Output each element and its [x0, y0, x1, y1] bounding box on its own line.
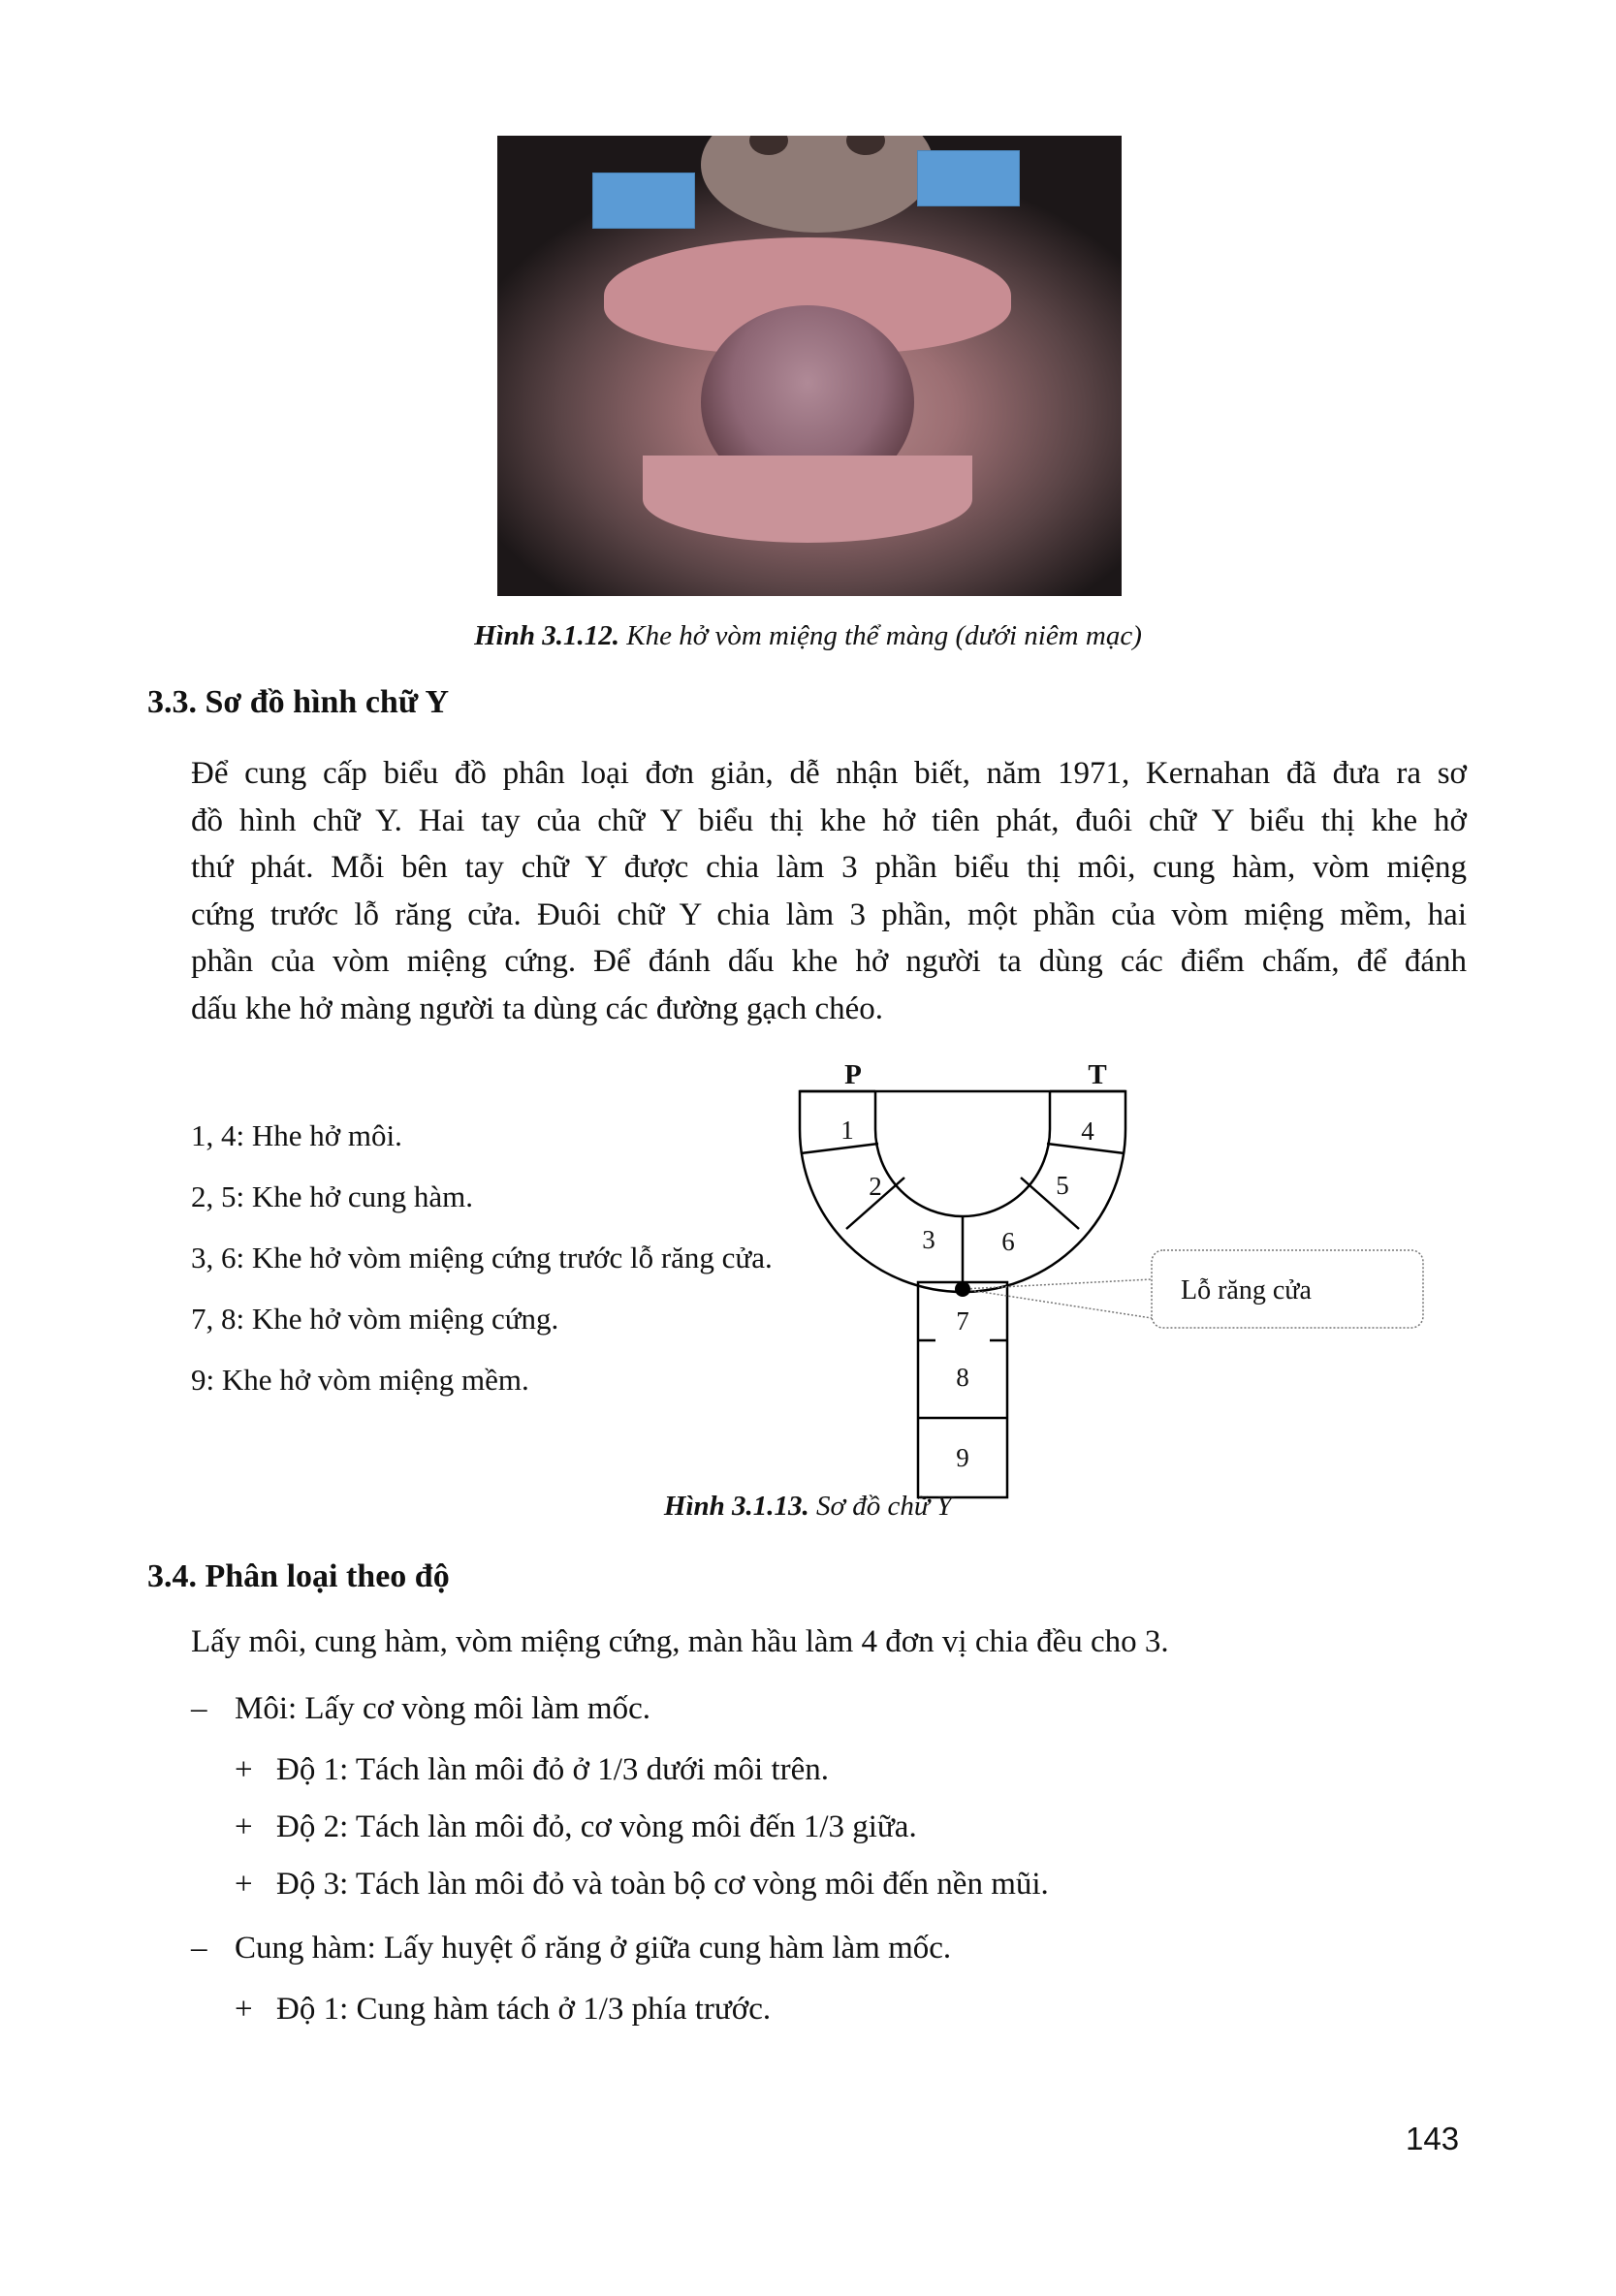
legend-item: 1, 4: Hhe hở môi.	[191, 1118, 402, 1152]
sub-bullet-marker: +	[235, 1752, 253, 1787]
section-heading: 3.4. Phân loại theo độ	[147, 1558, 450, 1594]
segment-label: 8	[956, 1363, 969, 1392]
sub-bullet-marker: +	[235, 1809, 253, 1844]
bullet-marker: –	[191, 1931, 207, 1966]
bullet-item: Môi: Lấy cơ vòng môi làm mốc.	[235, 1691, 650, 1726]
photo-nostril	[749, 136, 788, 155]
paragraph-line: cứng trước lỗ răng cửa. Đuôi chữ Y chia làm 3 phần, một phần của vòm miệng mềm, hai	[191, 896, 1467, 932]
bullet-marker: –	[191, 1691, 207, 1726]
paragraph-line: phần của vòm miệng cứng. Để đánh dấu khe hở người ta dùng các điểm chấm, để đánh	[191, 944, 1467, 979]
label-right: T	[1088, 1059, 1107, 1090]
figure-caption-label: Hình 3.1.12.	[474, 620, 619, 651]
paragraph-line: thứ phát. Mỗi bên tay chữ Y được chia làm 3 phần biểu thị môi, cung hàm, vòm miệng	[191, 850, 1467, 885]
legend-item: 9: Khe hở vòm miệng mềm.	[191, 1363, 529, 1397]
y-arch-inner	[875, 1091, 1050, 1216]
eye-mask-right	[917, 150, 1020, 206]
eye-mask-left	[592, 173, 695, 229]
segment-label: 9	[956, 1443, 969, 1472]
figure-caption-text: Khe hở vòm miệng thể màng (dưới niêm mạc)	[619, 620, 1142, 651]
segment-label: 1	[840, 1116, 854, 1145]
legend-item: 3, 6: Khe hở vòm miệng cứng trước lỗ răng cửa.	[191, 1241, 773, 1274]
figure-caption-text: Sơ đồ chữ Y	[808, 1491, 953, 1522]
photo-nostril	[846, 136, 885, 155]
incisive-foramen-dot	[955, 1281, 970, 1297]
photo-nose	[701, 136, 934, 233]
sub-bullet-item: Độ 1: Cung hàm tách ở 1/3 phía trước.	[276, 1992, 772, 2027]
photo-lower-lip	[643, 456, 972, 543]
section-paragraph	[191, 750, 1467, 1032]
section-intro: Lấy môi, cung hàm, vòm miệng cứng, màn hầu làm 4 đơn vị chia đều cho 3.	[191, 1624, 1169, 1659]
label-left: P	[844, 1059, 862, 1090]
sub-bullet-item: Độ 3: Tách làn môi đỏ và toàn bộ cơ vòng môi đến nền mũi.	[276, 1867, 1049, 1902]
paragraph-line: dấu khe hở màng người ta dùng các đường gạch chéo.	[191, 991, 883, 1026]
figure-caption-label: Hình 3.1.13.	[663, 1491, 809, 1522]
segment-label: 3	[922, 1225, 935, 1254]
segment-label: 2	[869, 1172, 882, 1201]
section-heading: 3.3. Sơ đồ hình chữ Y	[147, 684, 450, 720]
sub-bullet-marker: +	[235, 1867, 253, 1902]
segment-label: 4	[1081, 1117, 1094, 1146]
bullet-item: Cung hàm: Lấy huyệt ổ răng ở giữa cung hàm làm mốc.	[235, 1931, 952, 1966]
sub-bullet-item: Độ 2: Tách làn môi đỏ, cơ vòng môi đến 1/3 giữa.	[276, 1809, 917, 1844]
legend-item: 2, 5: Khe hở cung hàm.	[191, 1179, 474, 1213]
legend-item: 7, 8: Khe hở vòm miệng cứng.	[191, 1302, 559, 1336]
segment-label: 5	[1056, 1171, 1069, 1200]
figure-caption	[0, 620, 1616, 652]
paragraph-line: đồ hình chữ Y. Hai tay của chữ Y biểu thị khe hở tiên phát, đuôi chữ Y biểu thị khe hở	[191, 802, 1467, 838]
figure-caption	[0, 1491, 1616, 1523]
sub-bullet-item: Độ 1: Tách làn môi đỏ ở 1/3 dưới môi trên.	[276, 1752, 830, 1787]
segment-label: 7	[956, 1306, 969, 1336]
segment-label: 6	[1001, 1227, 1015, 1256]
y-arch-outer	[800, 1091, 1125, 1292]
sub-bullet-marker: +	[235, 1992, 253, 2027]
page-number: 143	[1406, 2121, 1460, 2156]
callout-label: Lỗ răng cửa	[1181, 1275, 1312, 1305]
cleft-palate-photo	[497, 136, 1122, 596]
paragraph-line: Để cung cấp biểu đồ phân loại đơn giản, dễ nhận biết, năm 1971, Kernahan đã đưa ra sơ	[191, 756, 1467, 791]
